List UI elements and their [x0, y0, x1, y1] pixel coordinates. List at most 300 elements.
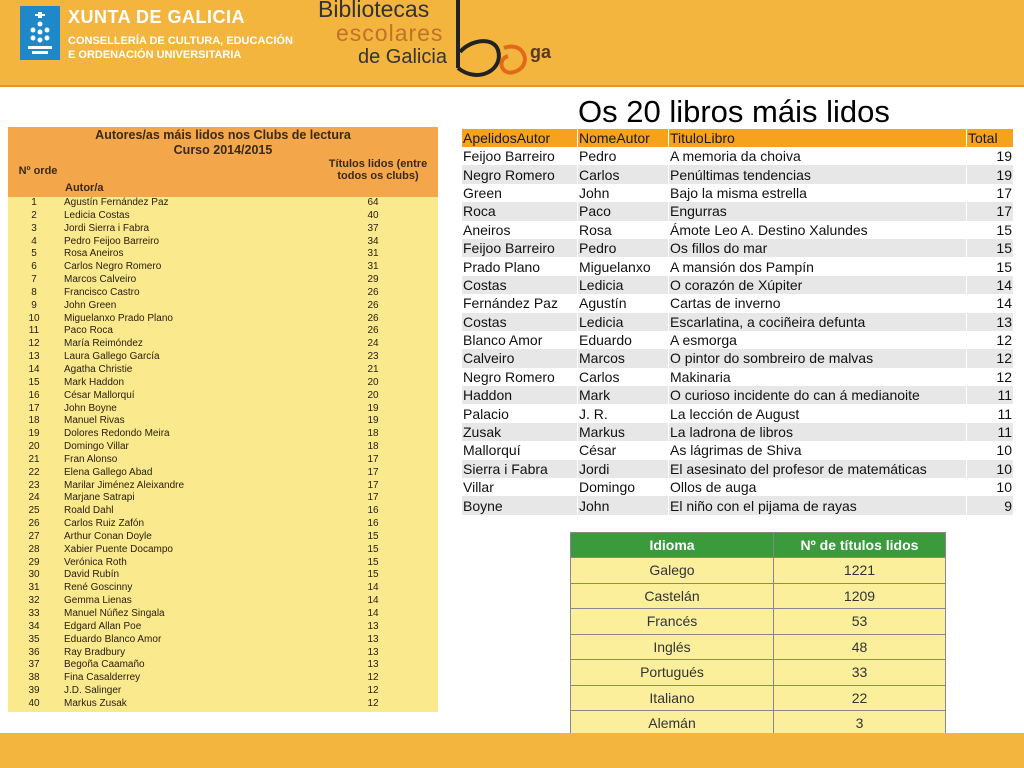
author-count: 19	[367, 402, 379, 414]
author-row	[8, 236, 438, 249]
book-surname: Feijoo Barreiro	[462, 147, 578, 165]
author-name: Marcos Calveiro	[64, 274, 137, 286]
book-surname: Green	[462, 184, 578, 202]
author-rank: 29	[28, 556, 40, 568]
xunta-subtitle-line1: CONSELLERÍA DE CULTURA, EDUCACIÓN	[68, 35, 293, 47]
book-total: 14	[967, 276, 1014, 294]
book-row	[462, 313, 1014, 331]
logo-ga-text: ga	[530, 42, 552, 62]
book-surname: Fernández Paz	[462, 294, 578, 312]
author-row	[8, 480, 438, 493]
book-title: Os fillos do mar	[669, 239, 967, 257]
author-count: 26	[367, 286, 379, 298]
author-count: 12	[367, 697, 379, 709]
book-surname: Negro Romero	[462, 368, 578, 386]
author-rank: 5	[31, 248, 37, 260]
author-row	[8, 634, 438, 647]
book-title: O pintor do sombreiro de malvas	[669, 349, 967, 367]
authors-title-line2: Curso 2014/2015	[173, 143, 273, 157]
author-count: 16	[367, 518, 379, 530]
author-row	[8, 390, 438, 403]
book-name: Markus	[578, 423, 669, 441]
book-surname: Boyne	[462, 496, 578, 514]
author-row	[8, 287, 438, 300]
author-row	[8, 557, 438, 570]
author-name: Domingo Villar	[64, 441, 129, 453]
author-name: Arthur Conan Doyle	[64, 530, 152, 542]
book-title: A esmorga	[669, 331, 967, 349]
author-rank: 30	[28, 569, 40, 581]
xunta-subtitle	[68, 34, 318, 62]
author-row	[8, 505, 438, 518]
book-title: As lágrimas de Shiva	[669, 441, 967, 459]
book-row	[462, 239, 1014, 257]
book-total: 11	[967, 404, 1014, 422]
book-surname: Mallorquí	[462, 441, 578, 459]
author-count: 29	[367, 274, 379, 286]
author-count: 18	[367, 428, 379, 440]
book-row	[462, 257, 1014, 275]
lang-name: Castelán	[571, 583, 774, 609]
author-row	[8, 582, 438, 595]
book-total: 17	[967, 202, 1014, 220]
book-total: 15	[967, 239, 1014, 257]
authors-col-no: Nº orde	[18, 165, 58, 177]
bag-logo-icon	[448, 0, 528, 80]
author-row	[8, 197, 438, 210]
author-rank: 10	[28, 312, 40, 324]
author-name: John Green	[64, 299, 117, 311]
author-rank: 25	[28, 505, 40, 517]
author-row	[8, 621, 438, 634]
xunta-shield-icon	[20, 6, 60, 60]
author-name: Jordi Sierra i Fabra	[64, 222, 150, 234]
book-total: 11	[967, 423, 1014, 441]
author-count: 14	[367, 608, 379, 619]
author-name: Laura Gallego García	[64, 351, 160, 363]
book-row	[462, 441, 1014, 459]
author-name: Marjane Satrapi	[64, 492, 135, 504]
book-title: O curioso incidente do can á medianoite	[669, 386, 967, 404]
author-name: J.D. Salinger	[64, 685, 122, 697]
author-count: 15	[367, 530, 379, 542]
authors-list	[8, 197, 438, 711]
author-name: Pedro Feijoo Barreiro	[64, 235, 160, 247]
author-row	[8, 377, 438, 390]
author-rank: 13	[28, 351, 40, 363]
author-name: Agatha Christie	[64, 363, 133, 375]
book-total: 15	[967, 221, 1014, 239]
author-rank: 7	[31, 274, 37, 286]
author-name: Marilar Jiménez Aleixandre	[64, 479, 185, 491]
lang-row	[571, 609, 946, 635]
book-surname: Feijoo Barreiro	[462, 239, 578, 257]
book-title: Makinaria	[669, 368, 967, 386]
author-row	[8, 608, 438, 621]
author-row	[8, 672, 438, 685]
book-name: Rosa	[578, 221, 669, 239]
book-total: 9	[967, 496, 1014, 514]
author-row	[8, 441, 438, 454]
book-surname: Haddon	[462, 386, 578, 404]
book-name: Miguelanxo	[578, 257, 669, 275]
author-count: 13	[367, 659, 379, 671]
author-row	[8, 300, 438, 313]
author-row	[8, 223, 438, 236]
book-title: La ladrona de libros	[669, 423, 967, 441]
author-count: 23	[367, 351, 379, 363]
top-books-table	[462, 129, 1014, 515]
book-row	[462, 294, 1014, 312]
author-rank: 14	[28, 363, 40, 375]
author-name: Edgard Allan Poe	[64, 620, 142, 632]
lang-count: 3	[774, 711, 946, 737]
author-name: César Mallorquí	[64, 389, 135, 401]
author-name: Elena Gallego Abad	[64, 466, 153, 478]
authors-panel	[8, 127, 438, 712]
lang-row	[571, 558, 946, 584]
author-name: María Reimóndez	[64, 338, 143, 350]
author-count: 15	[367, 569, 379, 581]
author-row	[8, 531, 438, 544]
author-rank: 37	[28, 659, 40, 671]
book-total: 10	[967, 441, 1014, 459]
author-rank: 38	[28, 672, 40, 684]
author-row	[8, 492, 438, 505]
book-row	[462, 423, 1014, 441]
lang-count: 1221	[774, 558, 946, 584]
book-title: Bajo la misma estrella	[669, 184, 967, 202]
book-total: 12	[967, 368, 1014, 386]
author-row	[8, 595, 438, 608]
author-count: 17	[367, 479, 379, 491]
author-count: 17	[367, 492, 379, 504]
book-total: 19	[967, 147, 1014, 165]
books-col-name: NomeAutor	[578, 129, 669, 147]
book-surname: Zusak	[462, 423, 578, 441]
de-galicia-text: de Galicia	[358, 46, 447, 68]
author-count: 13	[367, 646, 379, 658]
author-rank: 6	[31, 261, 37, 273]
book-name: Carlos	[578, 165, 669, 183]
author-count: 64	[367, 197, 379, 208]
book-total: 17	[967, 184, 1014, 202]
author-name: Begoña Caamaño	[64, 659, 145, 671]
book-row	[462, 349, 1014, 367]
book-row	[462, 386, 1014, 404]
author-row	[8, 659, 438, 672]
author-count: 24	[367, 338, 379, 350]
author-count: 21	[367, 363, 379, 375]
author-name: Ray Bradbury	[64, 646, 126, 658]
book-title: A memoria da choiva	[669, 147, 967, 165]
author-rank: 40	[28, 697, 40, 709]
author-rank: 18	[28, 415, 40, 427]
author-name: Roald Dahl	[64, 505, 114, 517]
book-surname: Aneiros	[462, 221, 578, 239]
author-name: Agustín Fernández Paz	[64, 197, 169, 208]
author-name: Gemma Lienas	[64, 595, 132, 607]
author-name: Fina Casalderrey	[64, 672, 141, 684]
xunta-title: XUNTA DE GALICIA	[68, 7, 245, 27]
author-row	[8, 313, 438, 326]
book-name: Jordi	[578, 460, 669, 478]
author-row	[8, 274, 438, 287]
lang-row	[571, 634, 946, 660]
books-body	[462, 147, 1014, 515]
authors-panel-title	[8, 128, 438, 158]
lang-col-language: Idioma	[571, 533, 774, 558]
authors-title-line1: Autores/as máis lidos nos Clubs de lectura	[95, 128, 351, 142]
lang-count: 33	[774, 660, 946, 686]
book-name: John	[578, 496, 669, 514]
author-count: 13	[367, 633, 379, 645]
author-name: Rosa Aneiros	[64, 248, 124, 260]
author-rank: 16	[28, 389, 40, 401]
author-row	[8, 518, 438, 531]
book-total: 14	[967, 294, 1014, 312]
book-title: Escarlatina, a cociñeira defunta	[669, 313, 967, 331]
author-row	[8, 325, 438, 338]
author-name: Ledicia Costas	[64, 209, 130, 221]
lang-count: 1209	[774, 583, 946, 609]
author-rank: 11	[28, 325, 40, 337]
book-row	[462, 184, 1014, 202]
xunta-subtitle-line2: E ORDENACIÓN UNIVERSITARIA	[68, 49, 242, 61]
author-count: 20	[367, 389, 379, 401]
lang-count: 53	[774, 609, 946, 635]
author-rank: 20	[28, 441, 40, 453]
author-name: Francisco Castro	[64, 286, 140, 298]
author-rank: 21	[28, 453, 40, 465]
author-rank: 27	[28, 530, 40, 542]
author-name: Verónica Roth	[64, 556, 127, 568]
author-row	[8, 647, 438, 660]
lang-name: Portugués	[571, 660, 774, 686]
book-row	[462, 276, 1014, 294]
author-rank: 1	[31, 197, 37, 208]
book-name: Domingo	[578, 478, 669, 496]
book-total: 12	[967, 349, 1014, 367]
book-surname: Palacio	[462, 404, 578, 422]
book-name: Paco	[578, 202, 669, 220]
footer-bar	[0, 733, 1024, 768]
author-rank: 35	[28, 633, 40, 645]
author-rank: 3	[31, 222, 37, 234]
bibliotecas-text: Bibliotecas	[318, 0, 430, 22]
book-name: Ledicia	[578, 313, 669, 331]
book-row	[462, 496, 1014, 514]
authors-panel-header	[8, 127, 438, 197]
authors-col-author: Autor/a	[65, 182, 104, 194]
author-row	[8, 428, 438, 441]
author-rank: 15	[28, 376, 40, 388]
book-title: La lección de August	[669, 404, 967, 422]
book-total: 13	[967, 313, 1014, 331]
author-name: Carlos Negro Romero	[64, 261, 162, 273]
book-surname: Calveiro	[462, 349, 578, 367]
author-rank: 26	[28, 518, 40, 530]
author-rank: 8	[31, 286, 37, 298]
author-count: 16	[367, 505, 379, 517]
book-name: Eduardo	[578, 331, 669, 349]
book-total: 11	[967, 386, 1014, 404]
book-surname: Roca	[462, 202, 578, 220]
author-rank: 22	[28, 466, 40, 478]
author-count: 31	[367, 248, 379, 260]
author-rank: 23	[28, 479, 40, 491]
author-count: 40	[367, 209, 379, 221]
book-surname: Costas	[462, 276, 578, 294]
lang-name: Francés	[571, 609, 774, 635]
book-surname: Negro Romero	[462, 165, 578, 183]
author-row	[8, 261, 438, 274]
author-row	[8, 685, 438, 698]
book-surname: Sierra i Fabra	[462, 460, 578, 478]
lang-header-row	[571, 533, 946, 558]
book-surname: Villar	[462, 478, 578, 496]
lang-row	[571, 685, 946, 711]
author-name: Dolores Redondo Meira	[64, 428, 170, 440]
book-row	[462, 202, 1014, 220]
lang-row	[571, 583, 946, 609]
author-count: 15	[367, 543, 379, 555]
author-row	[8, 454, 438, 467]
author-rank: 36	[28, 646, 40, 658]
book-title: Ámote Leo A. Destino Xalundes	[669, 221, 967, 239]
book-name: Carlos	[578, 368, 669, 386]
author-row	[8, 338, 438, 351]
book-name: Marcos	[578, 349, 669, 367]
lang-name: Galego	[571, 558, 774, 584]
book-total: 12	[967, 331, 1014, 349]
book-name: Mark	[578, 386, 669, 404]
author-row	[8, 415, 438, 428]
author-count: 18	[367, 441, 379, 453]
author-name: Carlos Ruiz Zafón	[64, 518, 145, 530]
lang-count: 48	[774, 634, 946, 660]
author-rank: 24	[28, 492, 40, 504]
author-name: Fran Alonso	[64, 453, 118, 465]
author-count: 31	[367, 261, 379, 273]
book-title: Penúltimas tendencias	[669, 165, 967, 183]
book-name: César	[578, 441, 669, 459]
book-total: 19	[967, 165, 1014, 183]
author-count: 20	[367, 376, 379, 388]
author-count: 26	[367, 299, 379, 311]
author-row	[8, 248, 438, 261]
books-col-total: Total	[967, 129, 1014, 147]
author-name: Paco Roca	[64, 325, 113, 337]
author-row	[8, 403, 438, 416]
author-name: Xabier Puente Docampo	[64, 543, 173, 555]
author-count: 12	[367, 672, 379, 684]
book-total: 15	[967, 257, 1014, 275]
author-rank: 34	[28, 620, 40, 632]
author-name: Markus Zusak	[64, 697, 127, 709]
book-row	[462, 404, 1014, 422]
author-rank: 4	[31, 235, 37, 247]
lang-name: Italiano	[571, 685, 774, 711]
books-col-title: TituloLibro	[669, 129, 967, 147]
author-name: Eduardo Blanco Amor	[64, 633, 162, 645]
author-rank: 33	[28, 608, 40, 619]
author-row	[8, 364, 438, 377]
author-row	[8, 698, 438, 711]
author-count: 13	[367, 620, 379, 632]
author-rank: 12	[28, 338, 40, 350]
author-count: 17	[367, 453, 379, 465]
author-name: Manuel Núñez Singala	[64, 608, 165, 619]
book-total: 10	[967, 460, 1014, 478]
book-surname: Prado Plano	[462, 257, 578, 275]
book-surname: Costas	[462, 313, 578, 331]
book-name: Agustín	[578, 294, 669, 312]
book-name: J. R.	[578, 404, 669, 422]
author-count: 14	[367, 582, 379, 594]
book-title: El asesinato del profesor de matemáticas	[669, 460, 967, 478]
book-row	[462, 147, 1014, 165]
author-name: Manuel Rivas	[64, 415, 125, 427]
book-total: 10	[967, 478, 1014, 496]
author-rank: 19	[28, 428, 40, 440]
author-name: John Boyne	[64, 402, 117, 414]
lang-col-count: Nº de títulos lidos	[774, 533, 946, 558]
author-row	[8, 210, 438, 223]
book-title: O corazón de Xúpiter	[669, 276, 967, 294]
book-name: John	[578, 184, 669, 202]
author-row	[8, 467, 438, 480]
books-header-row	[462, 129, 1014, 147]
book-title: Ollos de auga	[669, 478, 967, 496]
author-rank: 32	[28, 595, 40, 607]
author-count: 26	[367, 325, 379, 337]
author-count: 14	[367, 595, 379, 607]
lang-count: 22	[774, 685, 946, 711]
book-name: Pedro	[578, 147, 669, 165]
language-table	[570, 532, 946, 737]
author-row	[8, 569, 438, 582]
author-name: René Goscinny	[64, 582, 133, 594]
author-count: 15	[367, 556, 379, 568]
book-title: Cartas de inverno	[669, 294, 967, 312]
authors-col-titles: Títulos lidos (entre todos os clubs)	[328, 158, 428, 182]
book-row	[462, 221, 1014, 239]
author-count: 19	[367, 415, 379, 427]
author-row	[8, 544, 438, 557]
author-row	[8, 351, 438, 364]
book-row	[462, 331, 1014, 349]
author-rank: 39	[28, 685, 40, 697]
book-title: A mansión dos Pampín	[669, 257, 967, 275]
book-row	[462, 478, 1014, 496]
author-count: 17	[367, 466, 379, 478]
page-title: Os 20 libros máis lidos	[578, 94, 890, 129]
lang-name: Alemán	[571, 711, 774, 737]
author-count: 37	[367, 222, 379, 234]
lang-body	[571, 558, 946, 737]
book-title: El niño con el pijama de rayas	[669, 496, 967, 514]
header-banner	[0, 0, 1024, 87]
books-col-surname: ApelidosAutor	[462, 129, 578, 147]
author-count: 12	[367, 685, 379, 697]
book-name: Pedro	[578, 239, 669, 257]
author-rank: 17	[28, 402, 40, 414]
author-rank: 9	[31, 299, 37, 311]
author-rank: 31	[28, 582, 40, 594]
book-row	[462, 460, 1014, 478]
author-count: 26	[367, 312, 379, 324]
